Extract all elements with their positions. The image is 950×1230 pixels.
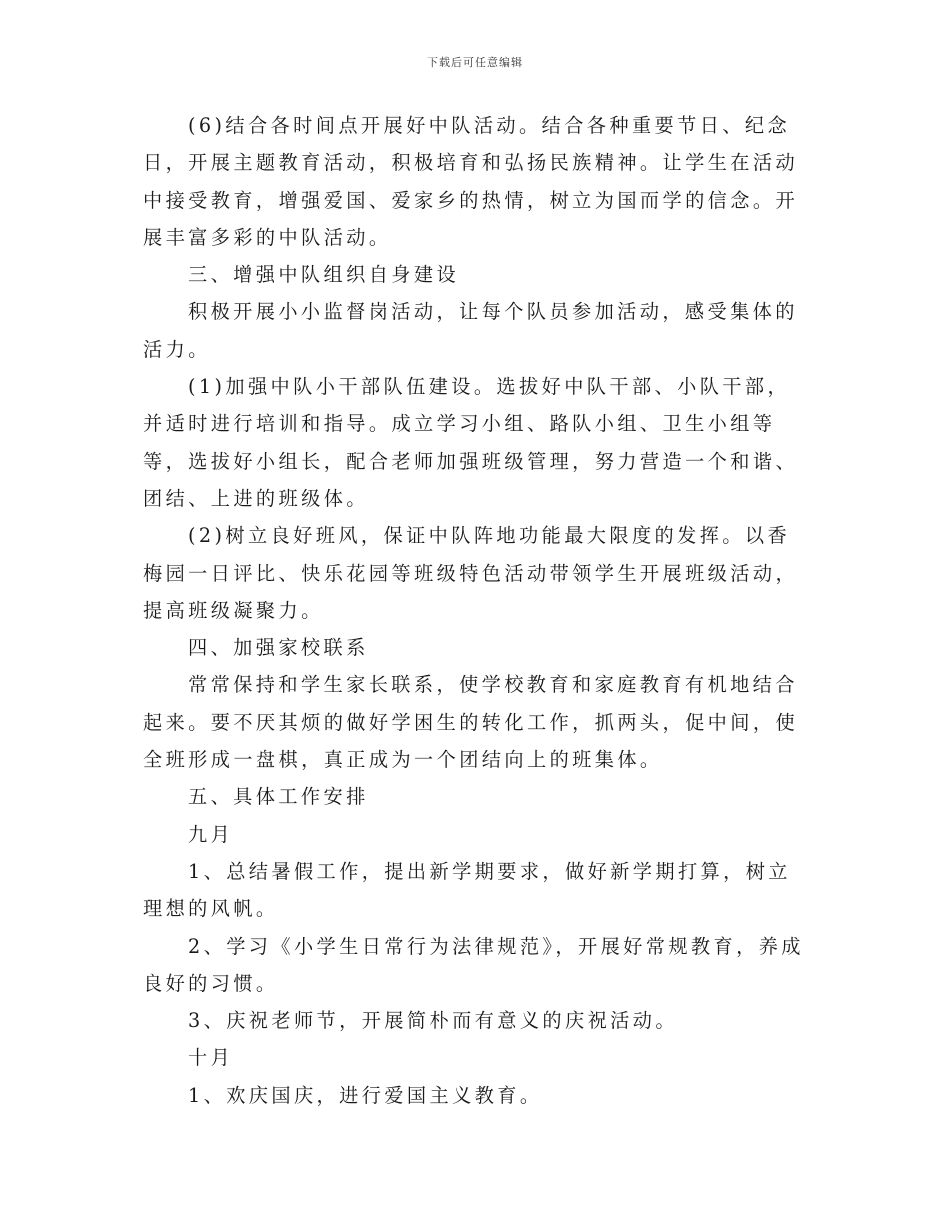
month-heading-september: 九月 xyxy=(188,822,234,846)
section-heading-4: 四、加强家校联系 xyxy=(188,636,369,660)
list-item-sept-2: 2、学习《小学生日常行为法律规范》，开展好常规教育，养成良好的习惯。 xyxy=(143,934,804,995)
document-body xyxy=(143,107,809,1114)
paragraph-cadre-building: (1)加强中队小干部队伍建设。选拔好中队干部、小队干部，并适时进行培训和指导。成立学习小组、路队小组、卫生小组等等，选拔好小组长，配合老师加强班级管理，努力营造一个和谐、团结、上进的班级体。 xyxy=(143,375,799,510)
section-heading-5: 五、具体工作安排 xyxy=(188,785,369,809)
list-item-sept-1: 1、总结暑假工作，提出新学期要求，做好新学期打算，树立理想的风帆。 xyxy=(143,859,791,921)
section-heading-3: 三、增强中队组织自身建设 xyxy=(188,263,460,287)
paragraph-activities-6: (6)结合各时间点开展好中队活动。结合各种重要节日、纪念日，开展主题教育活动，积极培育和弘扬民族精神。让学生在活动中接受教育，增强爱国、爱家乡的热情，树立为国而学的信念。开展丰富多彩的中队活动。 xyxy=(143,114,799,249)
month-heading-october: 十月 xyxy=(188,1046,234,1070)
paragraph-home-school: 常常保持和学生家长联系，使学校教育和家庭教育有机地结合起来。要不厌其烦的做好学困生的转化工作，抓两头，促中间，使全班形成一盘棋，真正成为一个团结向上的班集体。 xyxy=(143,673,799,772)
list-item-sept-3: 3、庆祝老师节，开展简朴而有意义的庆祝活动。 xyxy=(188,1009,678,1033)
list-item-oct-1: 1、欢庆国庆，进行爱国主义教育。 xyxy=(188,1083,543,1107)
paragraph-monitor-post: 积极开展小小监督岗活动，让每个队员参加活动，感受集体的活力。 xyxy=(143,300,798,361)
paragraph-class-style: (2)树立良好班风，保证中队阵地功能最大限度的发挥。以香梅园一日评比、快乐花园等班级特色活动带领学生开展班级活动，提高班级凝聚力。 xyxy=(143,524,799,622)
page-header: 下载后可任意编辑 xyxy=(427,56,523,69)
